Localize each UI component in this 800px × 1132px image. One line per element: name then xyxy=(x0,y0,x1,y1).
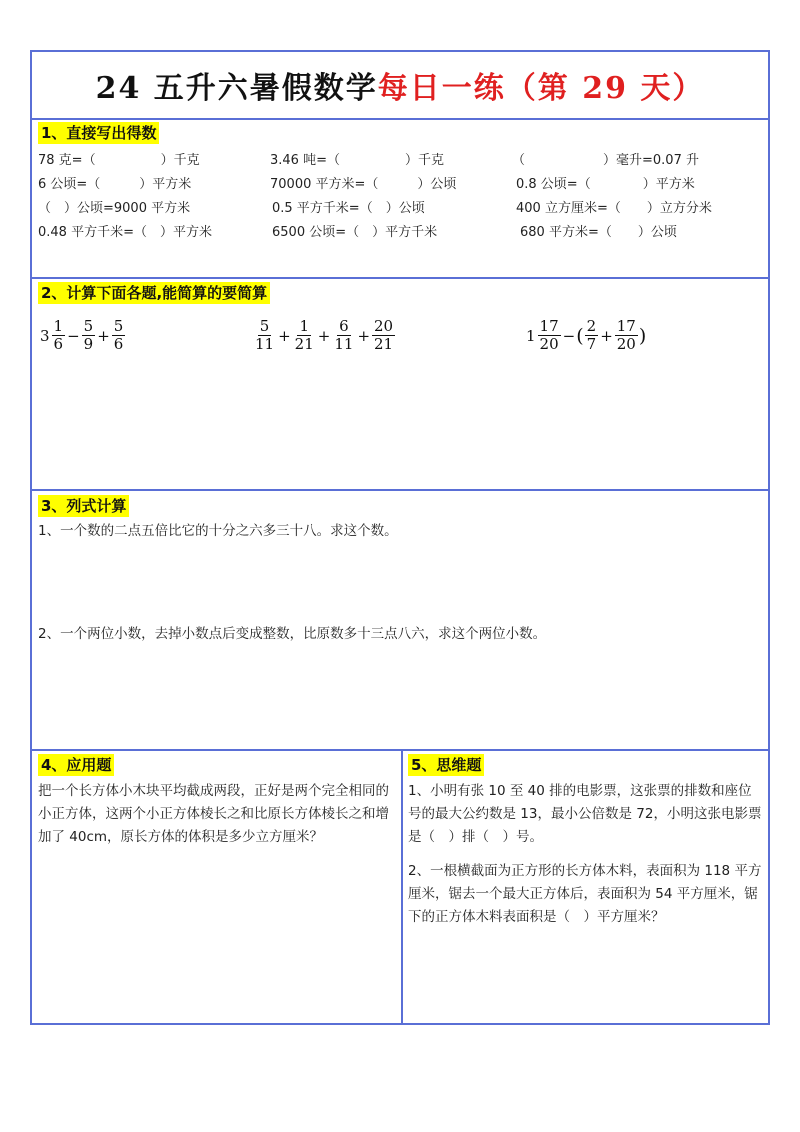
section4-problem: 把一个长方体小木块平均截成两段，正好是两个完全相同的小正方体，这两个小正方体棱长之和比原长方体棱长之和增加了 40cm，原长方体的体积是多少立方厘米？ xyxy=(38,783,389,845)
expression-1 xyxy=(40,318,126,353)
expr3-op1: − xyxy=(562,326,576,345)
section5-question-2: 2、一根横截面为正方形的长方体木料，表面积为 118 平方厘米，锯去一个最大正方体后，表面积为 54 平方厘米，锯下的正方体木料表面积是（ ）平方厘米？ xyxy=(408,863,762,925)
expr1-frac2-den: 9 xyxy=(83,335,94,353)
expr2-frac1-den: 11 xyxy=(255,335,275,353)
expr2-frac4 xyxy=(372,318,395,353)
s1-r4-c1: 0.48 平方千米=（ ）平方米 xyxy=(38,225,212,240)
expr1-frac1-num: 1 xyxy=(53,317,64,335)
expr3-frac3-num: 17 xyxy=(616,317,636,335)
s1-r3-c3: 400 立方厘米=（ ）立方分米 xyxy=(516,201,712,216)
expr2-op1: + xyxy=(278,326,291,345)
expr3-frac2 xyxy=(585,318,599,353)
section5-question-1: 1、小明有张 10 至 40 排的电影票，这张票的排数和座位号的最大公约数是 13，最小公倍数是 72，小明这张电影票是（ ）排（ ）号。 xyxy=(408,783,762,845)
divider-section1 xyxy=(32,277,768,279)
expr2-frac2 xyxy=(293,318,316,353)
expr1-op1: − xyxy=(67,326,80,345)
expr3-frac3-den: 20 xyxy=(616,335,636,353)
expr2-frac3 xyxy=(332,318,355,353)
s1-r2-c1: 6 公顷=（ ）平方米 xyxy=(38,177,192,192)
expr1-frac2 xyxy=(82,318,96,353)
expr2-frac1-num: 5 xyxy=(259,317,270,335)
expr2-frac3-den: 11 xyxy=(334,335,354,353)
expr1-frac2-num: 5 xyxy=(83,317,94,335)
expr3-left-paren: ( xyxy=(576,324,584,347)
section3-question-1: 1、一个数的二点五倍比它的十分之六多三十八。求这个数。 xyxy=(38,523,398,539)
section1-heading: 1、直接写出得数 xyxy=(38,122,159,144)
expr2-frac4-num: 20 xyxy=(374,317,394,335)
expr2-frac2-num: 1 xyxy=(299,317,309,335)
worksheet-frame xyxy=(30,50,770,1025)
expr1-op2: + xyxy=(97,326,110,345)
section3-heading: 3、列式计算 xyxy=(38,495,129,517)
expr2-frac1 xyxy=(253,318,276,353)
section4-heading: 4、应用题 xyxy=(38,754,114,776)
expr2-frac4-den: 21 xyxy=(374,335,394,353)
s1-r4-c3: 680 平方米=（ ）公顷 xyxy=(520,225,677,240)
s1-r1-c3: （ ）毫升=0.07 升 xyxy=(512,153,699,168)
s1-r3-c2: 0.5 平方千米=（ ）公顷 xyxy=(272,201,425,216)
s1-r1-c2: 3.46 吨=（ ）千克 xyxy=(270,153,444,168)
divider-section2 xyxy=(32,489,768,491)
expr3-right-paren: ) xyxy=(638,324,647,347)
expr3-frac1 xyxy=(538,318,561,353)
divider-section3 xyxy=(32,749,768,751)
expr1-whole: 3 xyxy=(40,326,50,345)
page-title xyxy=(32,52,768,118)
expr1-frac1 xyxy=(52,318,66,353)
expr3-frac1-num: 17 xyxy=(539,317,559,335)
title-highlight: 每日一练（第 29 天） xyxy=(377,71,705,106)
expr1-frac3-num: 5 xyxy=(113,317,124,335)
expr3-frac3 xyxy=(615,318,638,353)
s1-r2-c3: 0.8 公顷=（ ）平方米 xyxy=(516,177,695,192)
s1-r2-c2: 70000 平方米=（ ）公顷 xyxy=(270,177,457,192)
expression-3 xyxy=(526,318,646,353)
expr2-frac3-num: 6 xyxy=(339,317,349,335)
s1-r3-c1: （ ）公顷=9000 平方米 xyxy=(38,201,191,216)
expr1-frac1-den: 6 xyxy=(53,335,64,353)
title-main: 24 五升六暑假数学 xyxy=(95,71,378,106)
section5-heading: 5、思维题 xyxy=(408,754,484,776)
expr3-frac2-den: 7 xyxy=(586,335,597,353)
expr3-whole: 1 xyxy=(526,326,536,345)
divider-vertical xyxy=(401,749,403,1025)
expr3-frac2-num: 2 xyxy=(586,317,597,335)
divider-title xyxy=(32,118,768,120)
section2-heading: 2、计算下面各题,能简算的要简算 xyxy=(38,282,270,304)
expr2-frac2-den: 21 xyxy=(294,335,314,353)
expr2-op2: + xyxy=(317,326,331,345)
expr1-frac3 xyxy=(112,318,126,353)
s1-r4-c2: 6500 公顷=（ ）平方千米 xyxy=(272,225,438,240)
expression-2 xyxy=(252,318,396,353)
expr3-frac1-den: 20 xyxy=(539,335,559,353)
expr2-op3: + xyxy=(357,326,371,345)
expr3-op2: + xyxy=(600,326,613,345)
section3-question-2: 2、一个两位小数，去掉小数点后变成整数，比原数多十三点八六，求这个两位小数。 xyxy=(38,626,547,642)
expr1-frac3-den: 6 xyxy=(113,335,124,353)
s1-r1-c1: 78 克=（ ）千克 xyxy=(38,153,200,168)
